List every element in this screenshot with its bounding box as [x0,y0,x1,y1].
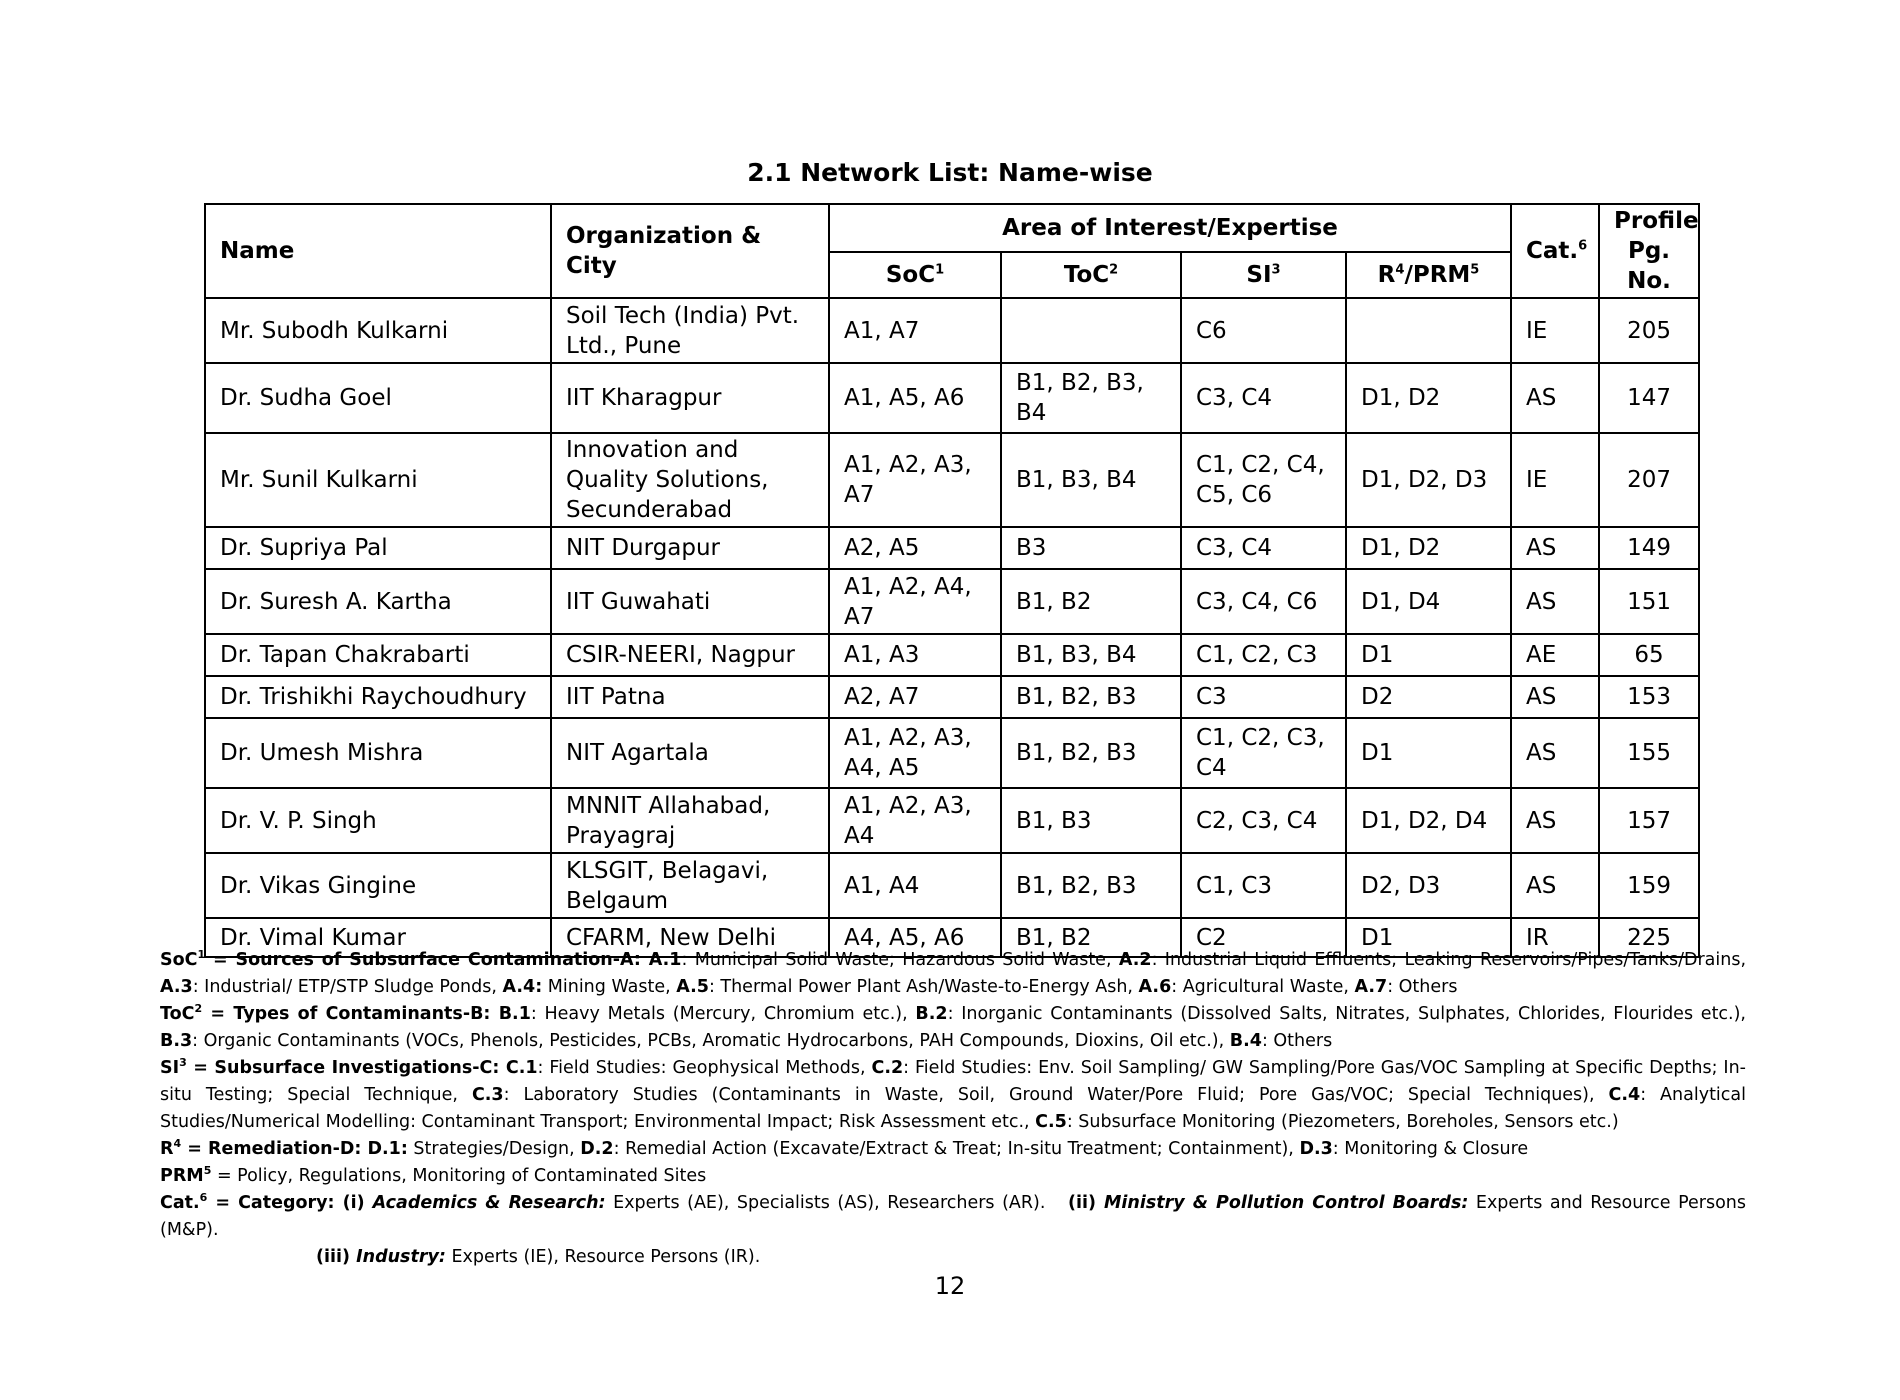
cell-si: C2 [1181,918,1346,957]
cell-r-prm: D1, D2, D4 [1346,788,1511,853]
cell-category: AS [1511,788,1599,853]
cell-soc: A2, A5 [829,527,1001,569]
cell-profile-page: 147 [1599,363,1699,433]
cell-organization: KLSGIT, Belagavi, Belgaum [551,853,829,918]
cell-toc: B1, B3, B4 [1001,634,1181,676]
cell-soc: A1, A3 [829,634,1001,676]
cell-si: C3, C4, C6 [1181,569,1346,634]
cell-soc: A1, A2, A3, A4 [829,788,1001,853]
cell-soc: A1, A5, A6 [829,363,1001,433]
cell-toc: B1, B3 [1001,788,1181,853]
cell-organization: CFARM, New Delhi [551,918,829,957]
cell-profile-page: 205 [1599,298,1699,363]
cell-category: AS [1511,363,1599,433]
cell-soc: A1, A4 [829,853,1001,918]
cell-soc: A1, A2, A3, A4, A5 [829,718,1001,788]
footnote-soc: SoC$^1$ = Sources of Subsurface Contamination-A: A.1: Municipal Solid Waste; Hazardous Solid Waste, A.2: Industrial Liquid Effluents; Leaking Reservoirs/Pipes/Tanks/Drains, A.3: Industrial/ ETP/STP Sludge Ponds, A.4: Mining Waste, A.5: Thermal Power Plant Ash/Waste-to-Energy Ash, A.6: Agricultural Waste, A.7: Others [160,948,1747,997]
cell-si: C3, C4 [1181,527,1346,569]
cell-organization: IIT Guwahati [551,569,829,634]
cell-name: Dr. Trishikhi Raychoudhury [205,676,551,718]
footnote-category: Cat.$^6$ = Category: (i) Academics & Research: Experts (AE), Specialists (AS), Researchers (AR). (ii) Ministry & Pollution Control Boards: Experts and Resource Persons (M&P). [160,1191,1746,1240]
cell-category: AS [1511,569,1599,634]
cell-profile-page: 151 [1599,569,1699,634]
cell-soc: A2, A7 [829,676,1001,718]
cell-organization: MNNIT Allahabad, Prayagraj [551,788,829,853]
cell-r-prm: D1, D2 [1346,527,1511,569]
cell-organization: Soil Tech (India) Pvt. Ltd., Pune [551,298,829,363]
cell-profile-page: 65 [1599,634,1699,676]
cell-name: Dr. Vikas Gingine [205,853,551,918]
cell-organization: CSIR-NEERI, Nagpur [551,634,829,676]
table-row [205,298,1699,363]
header-profile-page: Profile Pg. No. [1599,204,1699,298]
cell-r-prm: D1 [1346,634,1511,676]
cell-name: Dr. Suresh A. Kartha [205,569,551,634]
cell-r-prm: D2, D3 [1346,853,1511,918]
header-si: $SI^3$ [1181,252,1346,298]
header-category: Cat.$^6$ [1511,204,1599,298]
cell-organization: Innovation and Quality Solutions, Secunderabad [551,433,829,527]
table-row [205,718,1699,788]
cell-r-prm: D2 [1346,676,1511,718]
cell-toc: B1, B3, B4 [1001,433,1181,527]
cell-organization: NIT Durgapur [551,527,829,569]
cell-profile-page: 149 [1599,527,1699,569]
cell-soc: A1, A7 [829,298,1001,363]
cell-organization: IIT Patna [551,676,829,718]
table-row [205,569,1699,634]
footnotes [160,947,1746,1271]
header-organization: Organization & City [551,204,829,298]
footnote-toc: ToC$^2$ = Types of Contaminants-B: B.1: Heavy Metals (Mercury, Chromium etc.), B.2: Inorganic Contaminants (Dissolved Salts, Nitrates, Sulphates, Chlorides, Flourides etc.), B.3: Organic Contaminants (VOCs, Phenols, Pesticides, PCBs, Aromatic Hydrocarbons, PAH Compounds, Dioxins, Oil etc.), B.4: Others [160,1002,1746,1051]
cell-si: C3 [1181,676,1346,718]
header-toc: ToC$^2$ [1001,252,1181,298]
cell-toc: B1, B2, B3 [1001,853,1181,918]
header-name: Name [205,204,551,298]
page-number: 12 [934,1272,966,1300]
cell-name: Dr. Umesh Mishra [205,718,551,788]
cell-toc: B1, B2, B3 [1001,676,1181,718]
cell-r-prm: D1, D2, D3 [1346,433,1511,527]
header-area-of-interest: Area of Interest/Expertise [829,204,1511,252]
cell-soc: A1, A2, A3, A7 [829,433,1001,527]
cell-r-prm: D1, D4 [1346,569,1511,634]
footnote-remediation: $R^4$ = Remediation-D: D.1: Strategies/Design, D.2: Remedial Action (Excavate/Extract & Treat; In-situ Treatment; Containment), D.3: Monitoring & Closure [160,1137,1529,1159]
table-row [205,676,1699,718]
cell-toc: B1, B2, B3 [1001,718,1181,788]
cell-toc: B3 [1001,527,1181,569]
cell-profile-page: 157 [1599,788,1699,853]
cell-si: C1, C3 [1181,853,1346,918]
cell-category: AS [1511,718,1599,788]
cell-r-prm: D1 [1346,718,1511,788]
footnote-si: $SI^3$ = Subsurface Investigations-C: C.1: Field Studies: Geophysical Methods, C.2: Field Studies: Env. Soil Sampling/ GW Sampling/Pore Gas/VOC Sampling at Specific Depths; In-situ Testing; Special Technique, C.3: Laboratory Studies (Contaminants in Waste, Soil, Ground Water/Pore Fluid; Pore Gas/VOC; Special Techniques), C.4: Analytical Studies/Numerical Modelling: Contaminant Transport; Environmental Impact; Risk Assessment etc., C.5: Subsurface Monitoring (Piezometers, Boreholes, Sensors etc.) [160,1056,1746,1132]
network-table [204,203,1700,958]
table-row [205,527,1699,569]
cell-name: Dr. Sudha Goel [205,363,551,433]
cell-category: IE [1511,433,1599,527]
cell-soc: A4, A5, A6 [829,918,1001,957]
cell-profile-page: 155 [1599,718,1699,788]
cell-name: Mr. Subodh Kulkarni [205,298,551,363]
cell-name: Dr. Vimal Kumar [205,918,551,957]
page-title: 2.1 Network List: Name-wise [747,158,1153,187]
cell-organization: IIT Kharagpur [551,363,829,433]
cell-si: C1, C2, C3 [1181,634,1346,676]
cell-organization: NIT Agartala [551,718,829,788]
cell-soc: A1, A2, A4, A7 [829,569,1001,634]
cell-si: C1, C2, C4, C5, C6 [1181,433,1346,527]
cell-category: AS [1511,676,1599,718]
cell-category: AS [1511,527,1599,569]
cell-category: IR [1511,918,1599,957]
cell-category: AE [1511,634,1599,676]
cell-si: C3, C4 [1181,363,1346,433]
table-row [205,788,1699,853]
cell-profile-page: 153 [1599,676,1699,718]
cell-toc: B1, B2, B3, B4 [1001,363,1181,433]
header-soc: SoC$^1$ [829,252,1001,298]
header-r-prm: $R^4/PRM^5$ [1346,252,1511,298]
footnote-prm: $PRM^5$ = Policy, Regulations, Monitoring of Contaminated Sites [160,1164,707,1186]
cell-profile-page: 159 [1599,853,1699,918]
cell-r-prm: D1, D2 [1346,363,1511,433]
cell-toc: B1, B2 [1001,569,1181,634]
cell-si: C6 [1181,298,1346,363]
table-row [205,363,1699,433]
table-row [205,634,1699,676]
cell-si: C2, C3, C4 [1181,788,1346,853]
cell-r-prm [1346,298,1511,363]
cell-toc [1001,298,1181,363]
cell-name: Dr. Supriya Pal [205,527,551,569]
cell-name: Dr. Tapan Chakrabarti [205,634,551,676]
cell-r-prm: D1 [1346,918,1511,957]
cell-profile-page: 225 [1599,918,1699,957]
footnote-category-industry: (iii) Industry: Experts (IE), Resource Persons (IR). [316,1247,761,1267]
cell-profile-page: 207 [1599,433,1699,527]
cell-toc: B1, B2 [1001,918,1181,957]
cell-category: AS [1511,853,1599,918]
table-row [205,853,1699,918]
cell-name: Mr. Sunil Kulkarni [205,433,551,527]
cell-name: Dr. V. P. Singh [205,788,551,853]
cell-category: IE [1511,298,1599,363]
table-row [205,433,1699,527]
cell-si: C1, C2, C3, C4 [1181,718,1346,788]
